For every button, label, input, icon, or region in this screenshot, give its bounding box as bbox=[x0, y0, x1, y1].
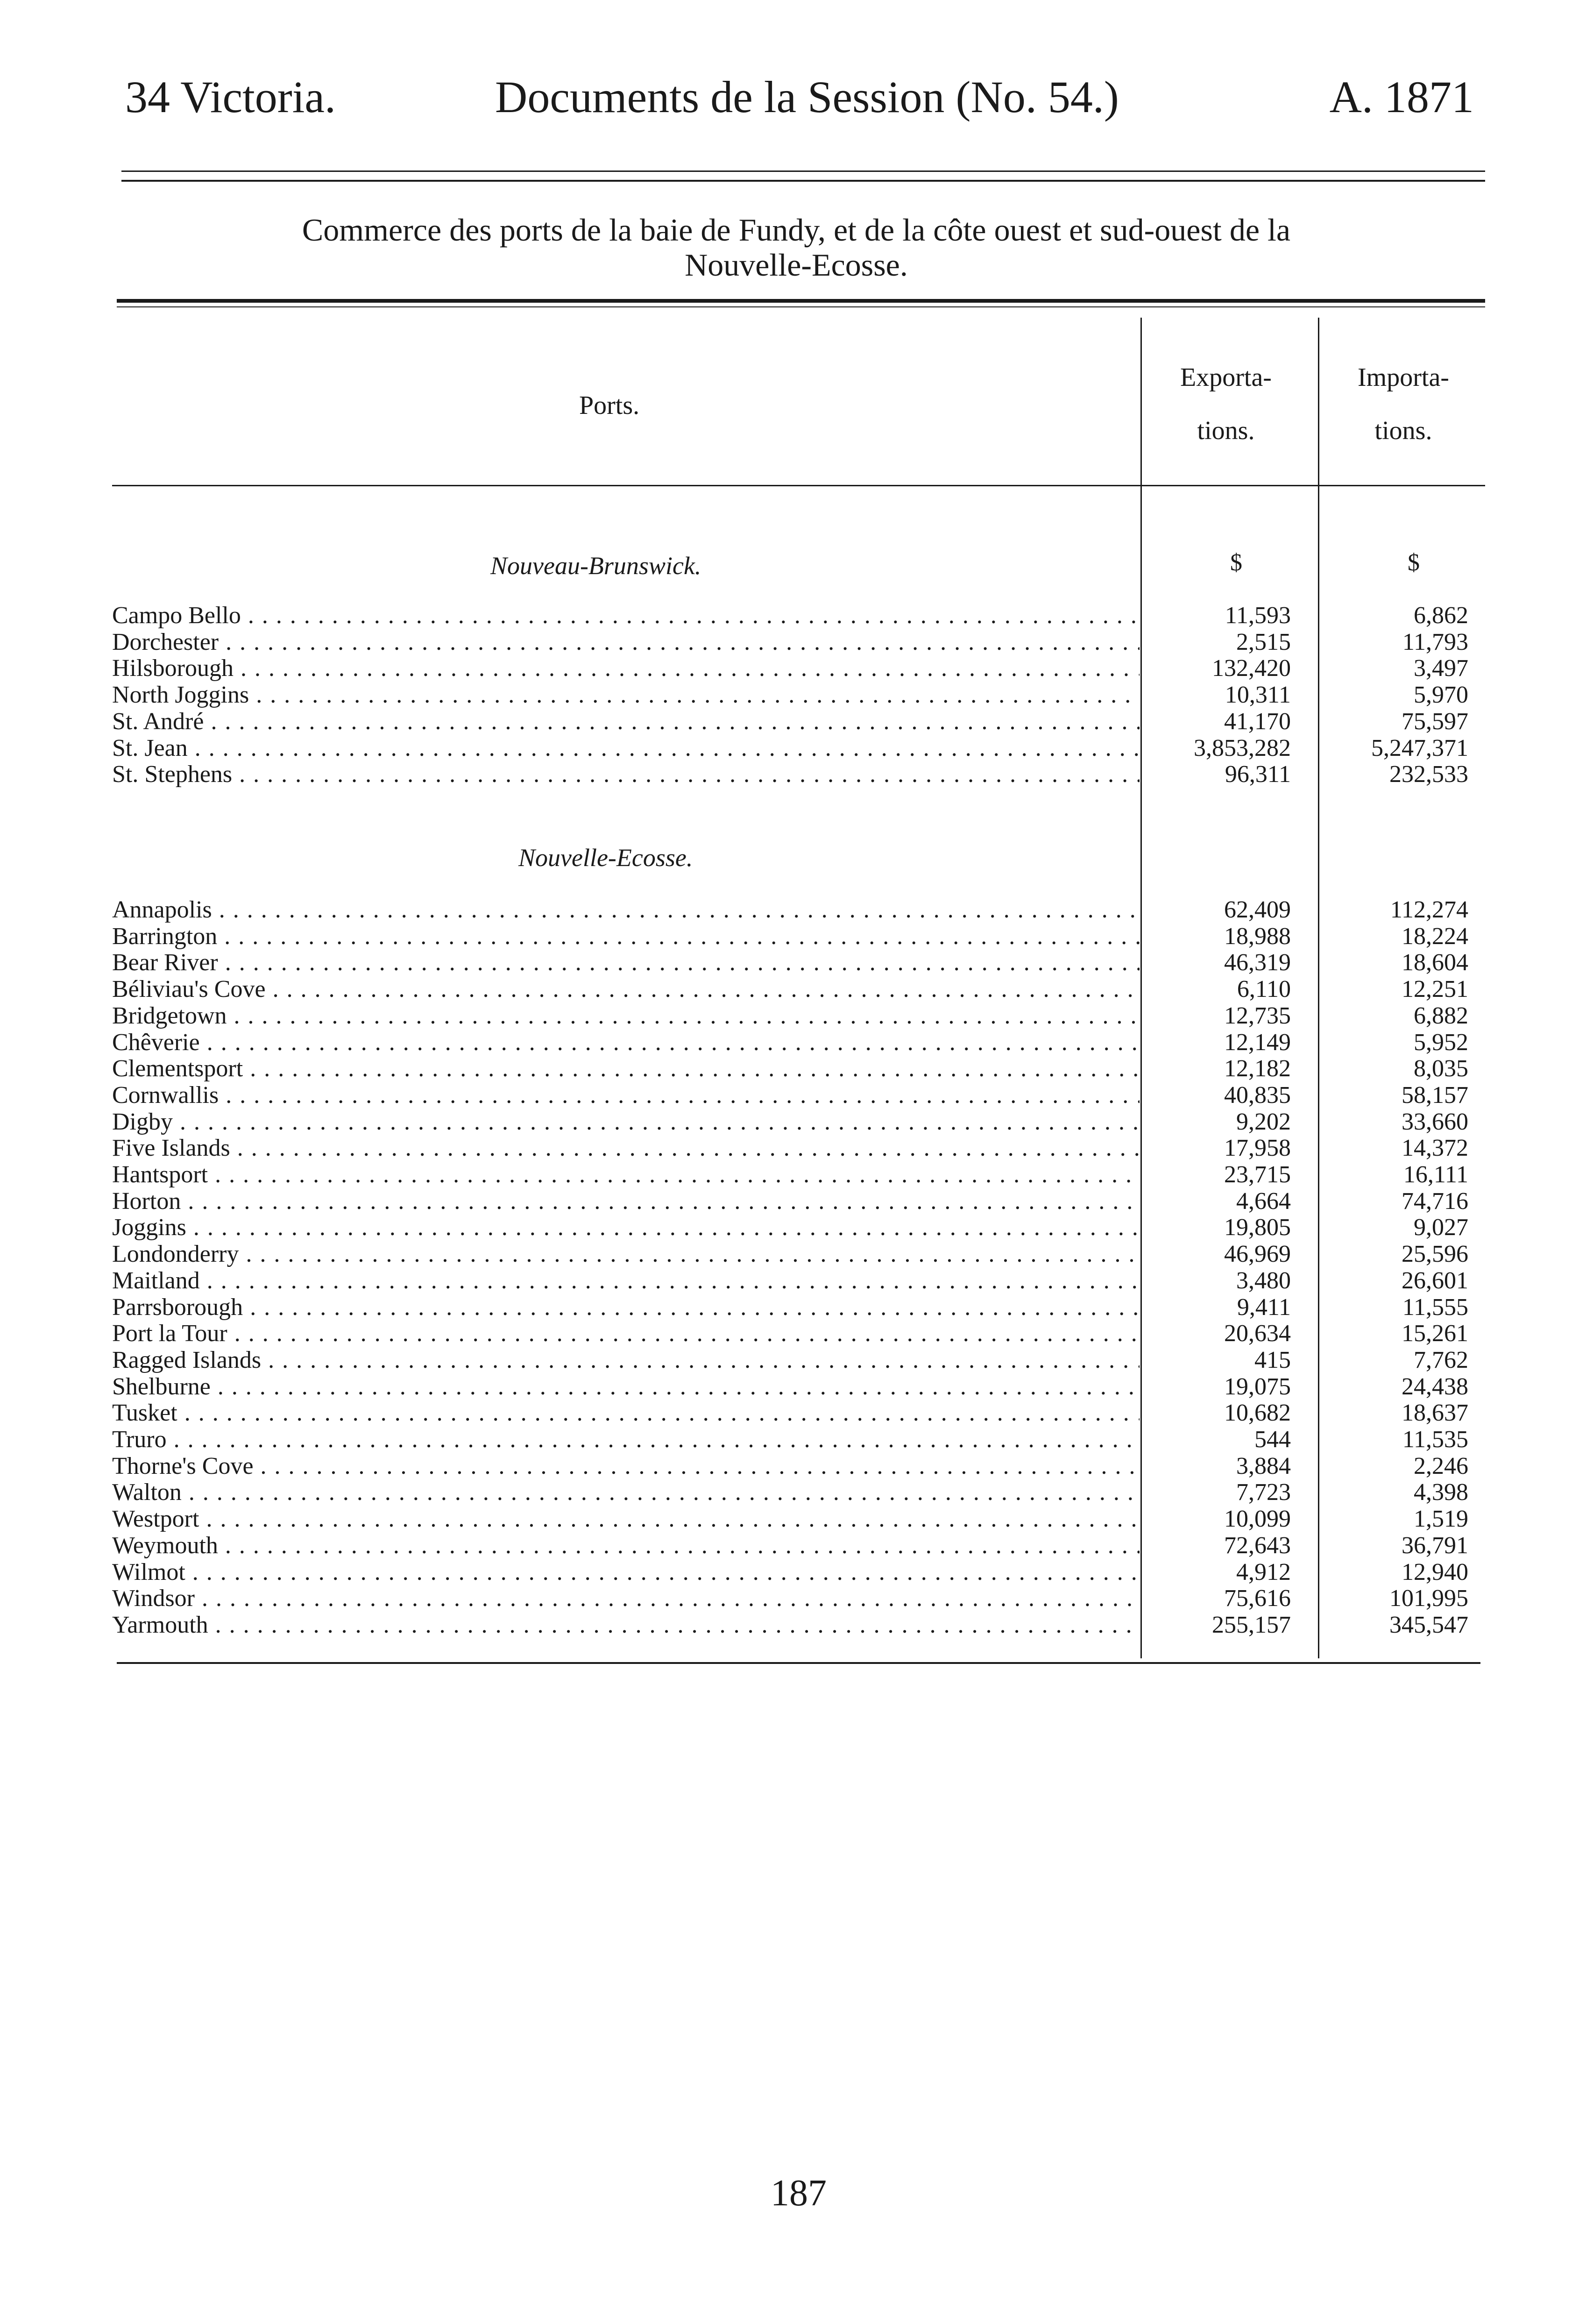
header-rule-bottom bbox=[121, 180, 1485, 182]
exports-value: 9,202 bbox=[1236, 1108, 1291, 1135]
port-name: Thorne's Cove . . . bbox=[112, 1453, 1140, 1479]
port-name: Chêverie . . . bbox=[112, 1030, 1140, 1056]
exports-value: 18,988 bbox=[1224, 923, 1291, 950]
table-row bbox=[0, 1400, 1586, 1426]
table-row bbox=[0, 1374, 1586, 1400]
table-row bbox=[0, 924, 1586, 950]
column-header-imports-line-2: tions. bbox=[1374, 416, 1432, 445]
table-row bbox=[0, 1427, 1586, 1453]
port-name: Five Islands . . . bbox=[112, 1135, 1140, 1161]
port-name: Maitland . . . bbox=[112, 1268, 1140, 1294]
table-row bbox=[0, 897, 1586, 923]
imports-value: 25,596 bbox=[1402, 1241, 1468, 1268]
port-name: St. André . . . bbox=[112, 709, 1140, 735]
port-name: Horton . . . bbox=[112, 1188, 1140, 1215]
imports-value: 18,637 bbox=[1402, 1400, 1468, 1427]
imports-value: 2,246 bbox=[1414, 1452, 1468, 1479]
exports-value: 12,735 bbox=[1224, 1002, 1291, 1029]
exports-value: 3,480 bbox=[1236, 1267, 1291, 1294]
table-row bbox=[0, 1030, 1586, 1056]
exports-value: 41,170 bbox=[1224, 708, 1291, 735]
table-title-line-1: Commerce des ports de la baie de Fundy, et de la côte ouest et sud-ouest de la bbox=[302, 212, 1291, 248]
table-row bbox=[0, 1559, 1586, 1585]
port-name: St. Jean . . . bbox=[112, 735, 1140, 761]
section-heading-nouveau-brunswick: Nouveau-Brunswick. bbox=[490, 552, 701, 580]
column-header-exports-line-2: tions. bbox=[1197, 416, 1255, 445]
table-title-line-2: Nouvelle-Ecosse. bbox=[685, 247, 908, 283]
port-name: Béliviau's Cove . . . bbox=[112, 976, 1140, 1002]
imports-value: 11,535 bbox=[1402, 1426, 1468, 1453]
imports-value: 232,533 bbox=[1389, 761, 1468, 788]
table-row bbox=[0, 1268, 1586, 1294]
port-name: Clementsport . . . bbox=[112, 1056, 1140, 1082]
imports-value: 14,372 bbox=[1402, 1135, 1468, 1162]
exports-value: 19,805 bbox=[1224, 1214, 1291, 1241]
table-row bbox=[0, 761, 1586, 788]
table-title bbox=[107, 213, 1485, 283]
port-name: Dorchester . . . bbox=[112, 629, 1140, 655]
table-row bbox=[0, 1506, 1586, 1532]
imports-value: 75,597 bbox=[1402, 708, 1468, 735]
column-header-ports: Ports. bbox=[579, 391, 640, 420]
port-name: Weymouth . . . bbox=[112, 1533, 1140, 1559]
port-name: Digby . . . bbox=[112, 1109, 1140, 1135]
port-name: Windsor . . . bbox=[112, 1585, 1140, 1612]
exports-value: 75,616 bbox=[1224, 1585, 1291, 1612]
imports-value: 11,793 bbox=[1402, 628, 1468, 655]
imports-value: 16,111 bbox=[1403, 1161, 1468, 1188]
exports-value: 4,912 bbox=[1236, 1558, 1291, 1585]
exports-value: 4,664 bbox=[1236, 1187, 1291, 1215]
port-name: Bear River . . . bbox=[112, 950, 1140, 976]
imports-value: 26,601 bbox=[1402, 1267, 1468, 1294]
exports-value: 40,835 bbox=[1224, 1081, 1291, 1109]
port-name: Joggins . . . bbox=[112, 1215, 1140, 1241]
table-row bbox=[0, 1003, 1586, 1029]
exports-value: 20,634 bbox=[1224, 1320, 1291, 1347]
imports-value: 1,519 bbox=[1414, 1506, 1468, 1533]
imports-value: 6,882 bbox=[1414, 1002, 1468, 1029]
imports-value: 74,716 bbox=[1402, 1187, 1468, 1215]
imports-value: 3,497 bbox=[1414, 655, 1468, 682]
imports-value: 12,940 bbox=[1402, 1558, 1468, 1585]
imports-value: 101,995 bbox=[1389, 1585, 1468, 1612]
exports-value: 96,311 bbox=[1225, 761, 1291, 788]
port-name: Barrington . . . bbox=[112, 924, 1140, 950]
running-header-year: A. 1871 bbox=[1329, 72, 1474, 122]
exports-value: 7,723 bbox=[1236, 1479, 1291, 1506]
imports-value: 12,251 bbox=[1402, 976, 1468, 1003]
imports-value: 18,604 bbox=[1402, 949, 1468, 976]
imports-value: 5,952 bbox=[1414, 1029, 1468, 1056]
table-row bbox=[0, 1109, 1586, 1135]
imports-value: 8,035 bbox=[1414, 1055, 1468, 1082]
section-heading-nouvelle-ecosse: Nouvelle-Ecosse. bbox=[518, 844, 693, 872]
port-name: Londonderry . . . bbox=[112, 1241, 1140, 1267]
port-name: Campo Bello . . . bbox=[112, 603, 1140, 629]
table-row bbox=[0, 1533, 1586, 1559]
port-name: Ragged Islands . . . bbox=[112, 1347, 1140, 1373]
imports-value: 6,862 bbox=[1414, 602, 1468, 629]
port-name: Yarmouth . . . bbox=[112, 1612, 1140, 1638]
imports-value: 4,398 bbox=[1414, 1479, 1468, 1506]
table-bottom-rule bbox=[117, 1662, 1480, 1664]
title-rule-thin bbox=[117, 306, 1485, 307]
exports-value: 46,969 bbox=[1224, 1241, 1291, 1268]
port-name: Annapolis . . . bbox=[112, 897, 1140, 923]
table-row bbox=[0, 735, 1586, 761]
exports-value: 415 bbox=[1254, 1346, 1291, 1373]
imports-value: 33,660 bbox=[1402, 1108, 1468, 1135]
port-name: Truro . . . bbox=[112, 1427, 1140, 1453]
table-row bbox=[0, 1612, 1586, 1638]
exports-value: 3,853,282 bbox=[1194, 734, 1291, 761]
port-name: Hantsport . . . bbox=[112, 1162, 1140, 1188]
port-name: North Joggins . . . bbox=[112, 682, 1140, 708]
currency-symbol-exports: $ bbox=[1230, 549, 1242, 576]
exports-value: 12,149 bbox=[1224, 1029, 1291, 1056]
table-row bbox=[0, 655, 1586, 682]
port-name: Port la Tour . . . bbox=[112, 1321, 1140, 1347]
running-header-title: Documents de la Session (No. 54.) bbox=[495, 72, 1119, 122]
table-row bbox=[0, 1479, 1586, 1506]
exports-value: 62,409 bbox=[1224, 896, 1291, 923]
column-header-imports-line-1: Importa- bbox=[1358, 363, 1449, 392]
exports-value: 23,715 bbox=[1224, 1161, 1291, 1188]
table-row bbox=[0, 1453, 1586, 1479]
table-row bbox=[0, 1082, 1586, 1109]
table-row bbox=[0, 603, 1586, 629]
exports-value: 6,110 bbox=[1237, 976, 1291, 1003]
exports-value: 10,682 bbox=[1224, 1400, 1291, 1427]
header-rule-top bbox=[121, 171, 1485, 172]
exports-value: 12,182 bbox=[1224, 1055, 1291, 1082]
column-header-rule bbox=[112, 485, 1485, 486]
table-row bbox=[0, 709, 1586, 735]
imports-value: 5,970 bbox=[1414, 682, 1468, 709]
exports-value: 132,420 bbox=[1212, 655, 1291, 682]
port-name: Hilsborough . . . bbox=[112, 655, 1140, 682]
imports-value: 112,274 bbox=[1390, 896, 1468, 923]
port-name: Westport . . . bbox=[112, 1506, 1140, 1532]
port-name: Bridgetown . . . bbox=[112, 1003, 1140, 1029]
imports-value: 36,791 bbox=[1402, 1532, 1468, 1559]
exports-value: 3,884 bbox=[1236, 1452, 1291, 1479]
table-row bbox=[0, 1585, 1586, 1612]
column-header-imports bbox=[1326, 364, 1480, 444]
table-row bbox=[0, 1321, 1586, 1347]
port-name: Parrsborough . . . bbox=[112, 1294, 1140, 1321]
table-row bbox=[0, 1215, 1586, 1241]
exports-value: 19,075 bbox=[1224, 1373, 1291, 1400]
imports-value: 15,261 bbox=[1402, 1320, 1468, 1347]
imports-value: 18,224 bbox=[1402, 923, 1468, 950]
imports-value: 58,157 bbox=[1402, 1081, 1468, 1109]
port-name: Wilmot . . . bbox=[112, 1559, 1140, 1585]
table-row bbox=[0, 1241, 1586, 1267]
table-row bbox=[0, 1294, 1586, 1321]
table-row bbox=[0, 976, 1586, 1002]
exports-value: 72,643 bbox=[1224, 1532, 1291, 1559]
imports-value: 24,438 bbox=[1402, 1373, 1468, 1400]
exports-value: 17,958 bbox=[1224, 1135, 1291, 1162]
exports-value: 2,515 bbox=[1236, 628, 1291, 655]
port-name: Shelburne . . . bbox=[112, 1374, 1140, 1400]
table-row bbox=[0, 629, 1586, 655]
table-row bbox=[0, 1056, 1586, 1082]
exports-value: 46,319 bbox=[1224, 949, 1291, 976]
table-row bbox=[0, 950, 1586, 976]
title-rule-thick bbox=[117, 299, 1485, 303]
running-header-volume: 34 Victoria. bbox=[125, 72, 336, 122]
table-row bbox=[0, 1347, 1586, 1373]
column-header-exports-line-1: Exporta- bbox=[1180, 363, 1272, 392]
imports-value: 11,555 bbox=[1402, 1293, 1468, 1321]
exports-value: 9,411 bbox=[1237, 1293, 1291, 1321]
imports-value: 7,762 bbox=[1414, 1346, 1468, 1373]
port-name: Walton . . . bbox=[112, 1479, 1140, 1506]
imports-value: 9,027 bbox=[1414, 1214, 1468, 1241]
port-name: St. Stephens . . . bbox=[112, 761, 1140, 788]
imports-value: 345,547 bbox=[1389, 1611, 1468, 1638]
table-row bbox=[0, 1162, 1586, 1188]
exports-value: 255,157 bbox=[1212, 1611, 1291, 1638]
port-name: Cornwallis . . . bbox=[112, 1082, 1140, 1109]
exports-value: 10,311 bbox=[1225, 682, 1291, 709]
page-number: 187 bbox=[771, 2173, 827, 2214]
currency-symbol-imports: $ bbox=[1408, 549, 1420, 576]
table-row bbox=[0, 1135, 1586, 1161]
exports-value: 11,593 bbox=[1225, 602, 1291, 629]
table-row bbox=[0, 1188, 1586, 1215]
exports-value: 544 bbox=[1254, 1426, 1291, 1453]
column-header-exports bbox=[1149, 364, 1303, 444]
exports-value: 10,099 bbox=[1224, 1506, 1291, 1533]
port-name: Tusket . . . bbox=[112, 1400, 1140, 1426]
imports-value: 5,247,371 bbox=[1371, 734, 1468, 761]
table-row bbox=[0, 682, 1586, 708]
